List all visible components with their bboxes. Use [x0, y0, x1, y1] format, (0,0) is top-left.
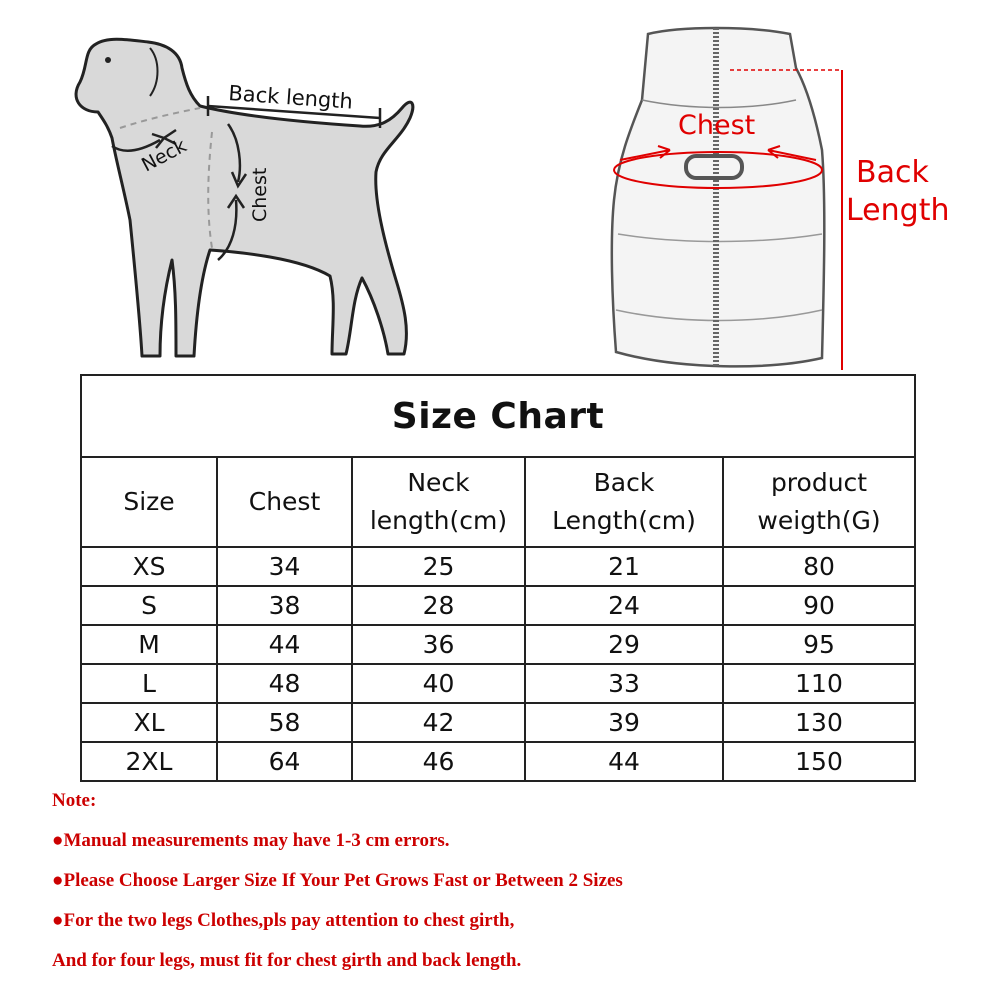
cell-back-length: 33	[525, 664, 723, 703]
header-chest: Chest	[217, 457, 352, 547]
table-row	[81, 703, 915, 742]
cell-size: M	[81, 625, 217, 664]
cell-back-length: 21	[525, 547, 723, 586]
header-back-length: Back Length(cm)	[525, 457, 723, 547]
cell-weight: 95	[723, 625, 915, 664]
cell-chest: 58	[217, 703, 352, 742]
notes-heading: Note:	[52, 790, 97, 811]
back-length-label-line2: Length	[846, 193, 950, 228]
cell-neck: 46	[352, 742, 525, 781]
cell-neck: 25	[352, 547, 525, 586]
cell-size: XL	[81, 703, 217, 742]
cell-back-length: 29	[525, 625, 723, 664]
note-line: ●Manual measurements may have 1-3 cm errors.	[52, 830, 450, 851]
table-row	[81, 547, 915, 586]
header-product-weight: product weigth(G)	[723, 457, 915, 547]
cell-weight: 80	[723, 547, 915, 586]
table-row	[81, 664, 915, 703]
cell-size: 2XL	[81, 742, 217, 781]
cell-chest: 64	[217, 742, 352, 781]
cell-back-length: 24	[525, 586, 723, 625]
table-row	[81, 625, 915, 664]
dog-eye	[105, 57, 111, 63]
table-row	[81, 586, 915, 625]
neck-label: Neck	[138, 134, 191, 177]
notes-section	[52, 788, 972, 988]
cell-chest: 34	[217, 547, 352, 586]
cell-weight: 130	[723, 703, 915, 742]
back-length-label-line1: Back	[856, 155, 929, 190]
vest-diagram	[590, 20, 990, 380]
cell-weight: 110	[723, 664, 915, 703]
chest-label-vest: Chest	[678, 110, 756, 141]
cell-weight: 90	[723, 586, 915, 625]
size-chart-table	[80, 374, 916, 782]
cell-chest: 38	[217, 586, 352, 625]
note-line: And for four legs, must fit for chest girth and back length.	[52, 950, 522, 971]
cell-chest: 44	[217, 625, 352, 664]
chest-label-dog: Chest	[249, 167, 271, 222]
cell-neck: 40	[352, 664, 525, 703]
cell-back-length: 44	[525, 742, 723, 781]
size-chart-title: Size Chart	[81, 375, 915, 457]
cell-size: S	[81, 586, 217, 625]
cell-neck: 28	[352, 586, 525, 625]
back-length-label: Back length	[227, 81, 354, 114]
cell-size: L	[81, 664, 217, 703]
cell-weight: 150	[723, 742, 915, 781]
note-line: ●For the two legs Clothes,pls pay attention to chest girth,	[52, 910, 515, 931]
dog-measurement-diagram	[0, 0, 480, 380]
header-neck-length: Neck length(cm)	[352, 457, 525, 547]
note-line: ●Please Choose Larger Size If Your Pet Grows Fast or Between 2 Sizes	[52, 870, 623, 891]
cell-back-length: 39	[525, 703, 723, 742]
table-row	[81, 742, 915, 781]
cell-chest: 48	[217, 664, 352, 703]
cell-neck: 42	[352, 703, 525, 742]
size-chart-header-row	[81, 457, 915, 547]
cell-neck: 36	[352, 625, 525, 664]
cell-size: XS	[81, 547, 217, 586]
header-size: Size	[81, 457, 217, 547]
